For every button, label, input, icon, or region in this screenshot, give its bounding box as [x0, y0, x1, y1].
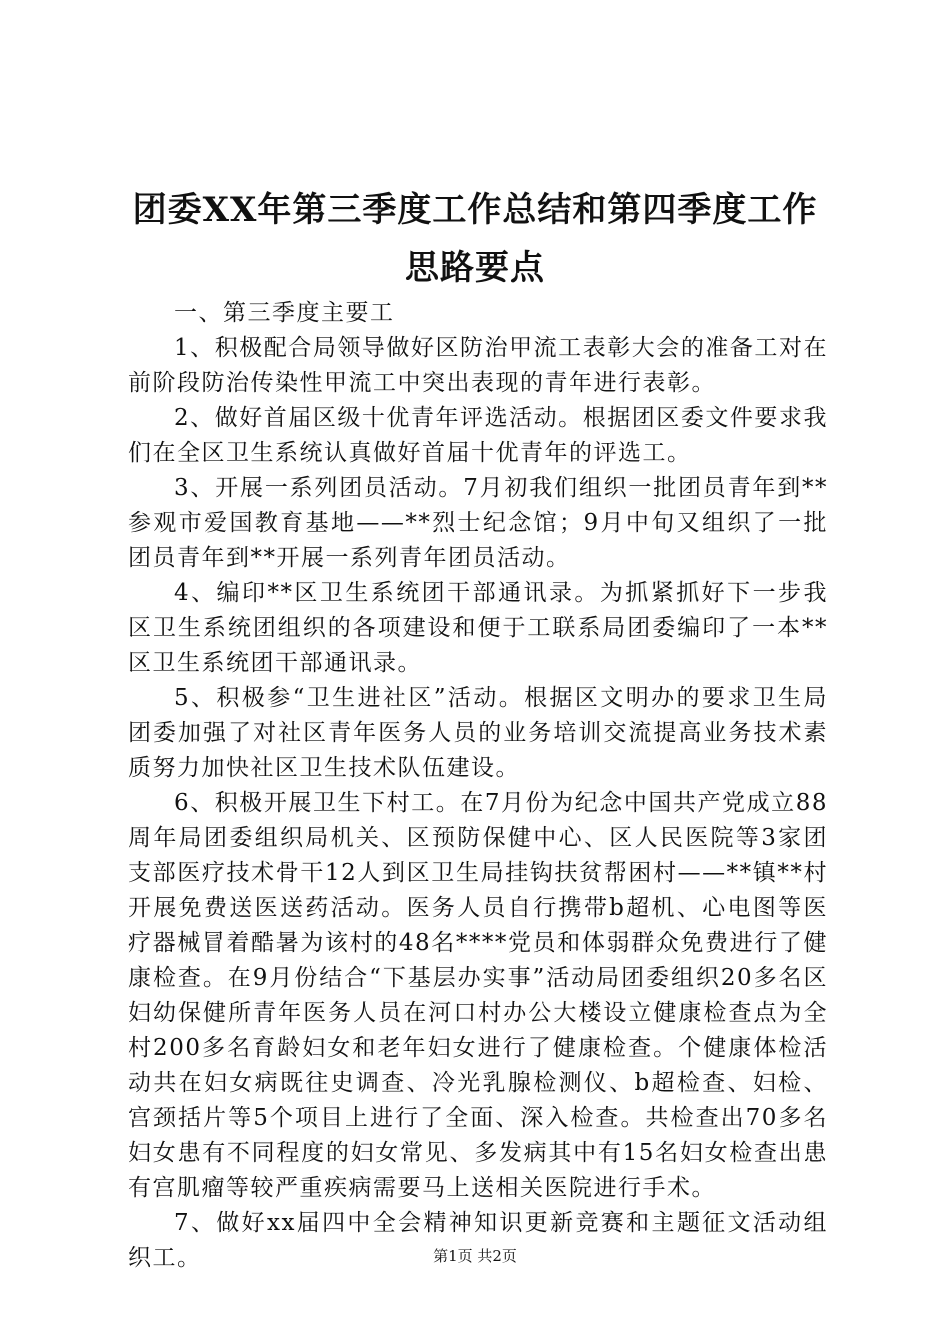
- paragraph-item-6: 6、积极开展卫生下村工。在7月份为纪念中国共产党成立88周年局团委组织局机关、区预防保健中心、区人民医院等3家团支部医疗技术骨干12人到区卫生局挂钩扶贫帮困村——**镇**村开展免费送医送药活动。医务人员自行携带b超机、心电图等医疗器械冒着酷暑为该村的48名****党员和体弱群众免费进行了健康检查。在9月份结合“下基层办实事”活动局团委组织20多名区妇幼保健所青年医务人员在河口村办公大楼设立健康检查点为全村200多名育龄妇女和老年妇女进行了健康检查。个健康体检活动共在妇女病既往史调查、冷光乳腺检测仪、b超检查、妇检、宫颈括片等5个项目上进行了全面、深入检查。共检查出70多名妇女患有不同程度的妇女常见、多发病其中有15名妇女检查出患有宫肌瘤等较严重疾病需要马上送相关医院进行手术。: [128, 790, 828, 1201]
- paragraph-item-7: 7、做好xx届四中全会精神知识更新竞赛和主题征文活动组织工。: [128, 1210, 828, 1271]
- paragraph-section-heading: 一、第三季度主要工: [174, 300, 395, 326]
- paragraph-item-5: 5、积极参“卫生进社区”活动。根据区文明办的要求卫生局团委加强了对社区青年医务人员的业务培训交流提高业务技术素质努力加快社区卫生技术队伍建设。: [128, 685, 828, 781]
- document-body: [128, 296, 828, 1276]
- paragraph-item-3: 3、开展一系列团员活动。7月初我们组织一批团员青年到**参观市爱国教育基地——**烈士纪念馆；9月中旬又组织了一批团员青年到**开展一系列青年团员活动。: [128, 475, 828, 571]
- document-title-line-2: 思路要点: [405, 248, 545, 288]
- paragraph-item-4: 4、编印**区卫生系统团干部通讯录。为抓紧抓好下一步我区卫生系统团组织的各项建设和便于工联系局团委编印了一本**区卫生系统团干部通讯录。: [128, 580, 828, 676]
- paragraph-item-2: 2、做好首届区级十优青年评选活动。根据团区委文件要求我们在全区卫生系统认真做好首届十优青年的评选工。: [128, 405, 828, 466]
- document-title-line-1: 团委XX年第三季度工作总结和第四季度工作: [132, 190, 818, 230]
- paragraph-item-1: 1、积极配合局领导做好区防治甲流工表彰大会的准备工对在前阶段防治传染性甲流工中突出表现的青年进行表彰。: [128, 335, 828, 396]
- page-number-footer: 第1页 共2页: [433, 1247, 517, 1265]
